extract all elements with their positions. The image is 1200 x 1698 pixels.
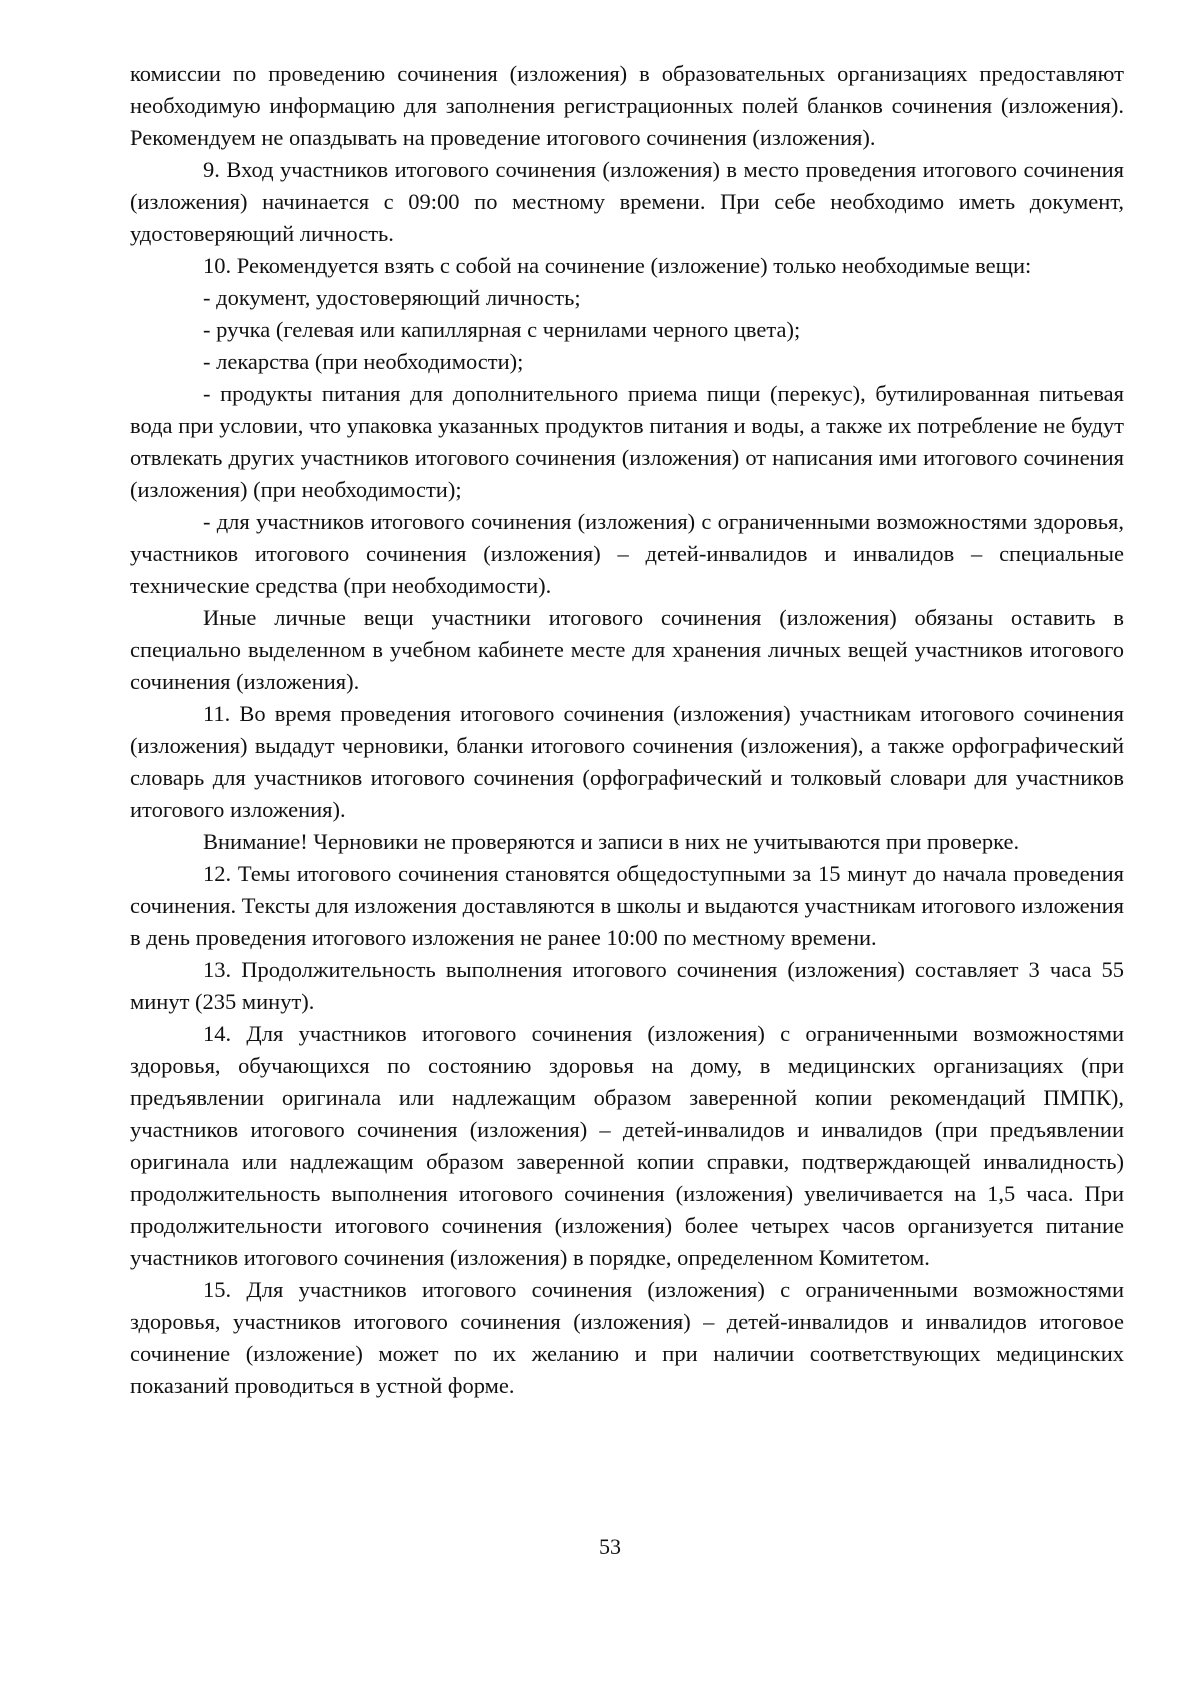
paragraph-item-12: 12. Темы итогового сочинения становятся общедоступными за 15 минут до начала проведения сочинения. Тексты для изложения доставляются в школы и выдаются участникам итогового изложения в день проведения итогового изложения не ранее 10:00 по местному времени. — [130, 861, 1124, 950]
list-item-medicine: - лекарства (при необходимости); — [203, 349, 524, 374]
list-item-technical-means: - для участников итогового сочинения (изложения) с ограниченными возможностями здоровья, участников итогового сочинения (изложения) – детей-инвалидов и инвалидов – специальные технические средства (при необходимости). — [130, 509, 1124, 598]
paragraph-attention: Внимание! Черновики не проверяются и записи в них не учитываются при проверке. — [203, 829, 1020, 854]
list-item-pen: - ручка (гелевая или капиллярная с чернилами черного цвета); — [203, 317, 801, 342]
paragraph-continuation: комиссии по проведению сочинения (изложения) в образовательных организациях предоставляют необходимую информацию для заполнения регистрационных полей бланков сочинения (изложения). Рекомендуем не опаздывать на проведение итогового сочинения (изложения). — [130, 61, 1124, 150]
paragraph-item-13: 13. Продолжительность выполнения итогового сочинения (изложения) составляет 3 часа 55 минут (235 минут). — [130, 957, 1124, 1014]
paragraph-item-15: 15. Для участников итогового сочинения (изложения) с ограниченными возможностями здоровья, участников итогового сочинения (изложения) – детей-инвалидов и инвалидов итоговое сочинение (изложение) может по их желанию и при наличии соответствующих медицинских показаний проводиться в устной форме. — [130, 1277, 1124, 1398]
list-item-food-water: - продукты питания для дополнительного приема пищи (перекус), бутилированная питьевая вода при условии, что упаковка указанных продуктов питания и воды, а также их потребление не будут отвлекать других участников итогового сочинения (изложения) от написания ими итогового сочинения (изложения) (при необходимости); — [130, 381, 1124, 502]
paragraph-item-9: 9. Вход участников итогового сочинения (изложения) в место проведения итогового сочинения (изложения) начинается с 09:00 по местному времени. При себе необходимо иметь документ, удостоверяющий личность. — [130, 157, 1124, 246]
paragraph-item-14: 14. Для участников итогового сочинения (изложения) с ограниченными возможностями здоровья, обучающихся по состоянию здоровья на дому, в медицинских организациях (при предъявлении оригинала или надлежащим образом заверенной копии рекомендаций ПМПК), участников итогового сочинения (изложения) – детей-инвалидов и инвалидов (при предъявлении оригинала или надлежащим образом заверенной копии справки, подтверждающей инвалидность) продолжительность выполнения итогового сочинения (изложения) увеличивается на 1,5 часа. При продолжительности итогового сочинения (изложения) более четырех часов организуется питание участников итогового сочинения (изложения) в порядке, определенном Комитетом. — [130, 1021, 1124, 1270]
paragraph-item-10: 10. Рекомендуется взять с собой на сочинение (изложение) только необходимые вещи: — [203, 253, 1032, 278]
list-item-id-document: - документ, удостоверяющий личность; — [203, 285, 581, 310]
document-body — [130, 58, 1124, 1402]
paragraph-other-items: Иные личные вещи участники итогового сочинения (изложения) обязаны оставить в специально выделенном в учебном кабинете месте для хранения личных вещей участников итогового сочинения (изложения). — [130, 605, 1124, 694]
paragraph-item-11: 11. Во время проведения итогового сочинения (изложения) участникам итогового сочинения (изложения) выдадут черновики, бланки итогового сочинения (изложения), а также орфографический словарь для участников итогового сочинения (орфографический и толковый словари для участников итогового изложения). — [130, 701, 1124, 822]
page-number: 53 — [599, 1534, 621, 1559]
